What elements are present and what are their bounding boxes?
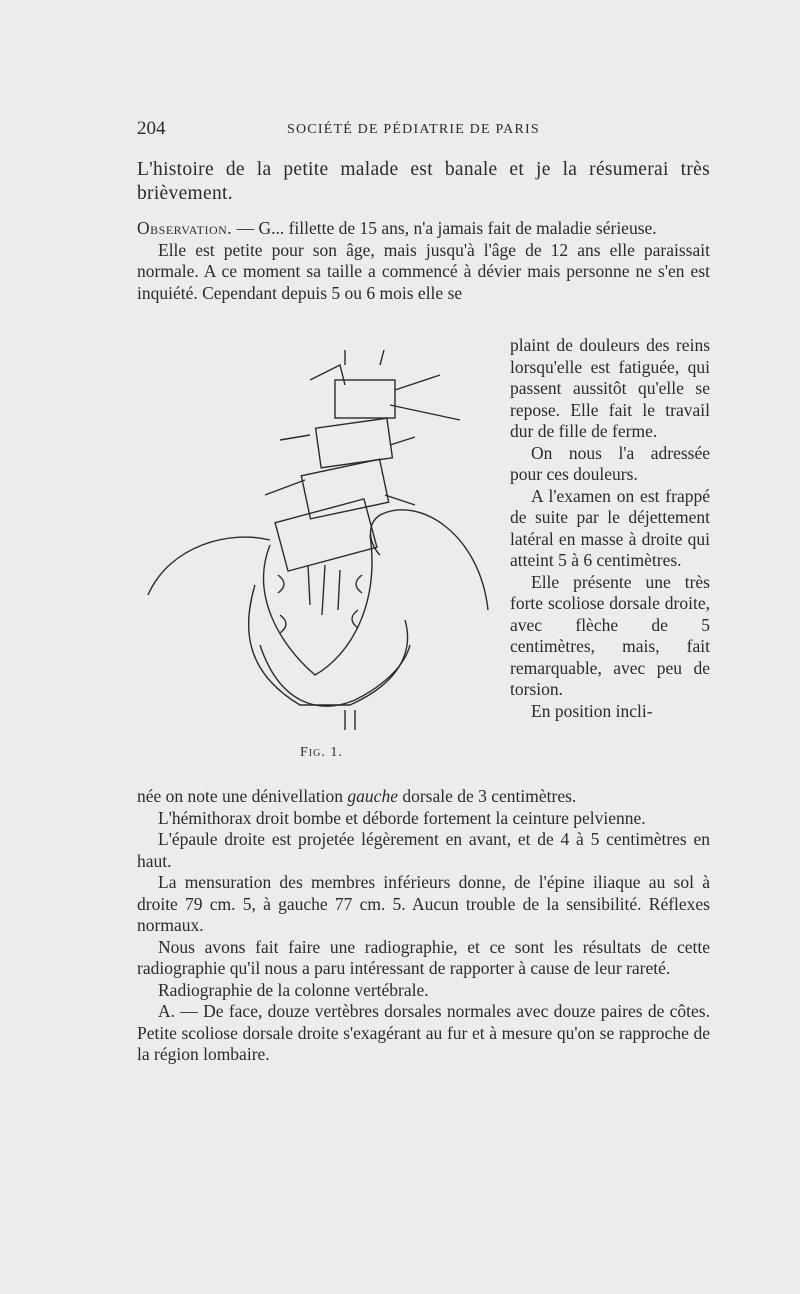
- observation-heading: Observation.: [137, 218, 233, 238]
- paragraph-9: Nous avons fait faire une radiographie, et ce sont les résultats de cette radiographie qu'il nous a paru intéressant de rapporter à cause de leur rareté.: [137, 936, 710, 978]
- observation-block: [137, 218, 710, 304]
- page-number: 204: [137, 118, 166, 139]
- paragraph-5-continuation: née on note une dénivellation: [137, 786, 348, 806]
- paragraph-6: L'hémithorax droit bombe et déborde fortement la ceinture pelvienne.: [158, 807, 646, 828]
- bottom-text: [137, 786, 710, 1066]
- observation-paragraph: Elle est petite pour son âge, mais jusqu'à l'âge de 12 ans elle paraissait normale. A ce moment sa taille a commencé à dévier mais personne ne s'en est inquiété. Cependant depuis 5 ou 6 mois elle se: [137, 239, 710, 303]
- figure-caption: Fig. 1.: [300, 745, 343, 760]
- right-column-text: [510, 335, 710, 722]
- paragraph-8: La mensuration des membres inférieurs donne, de l'épine iliaque au sol à droite 79 cm. 5, à gauche 77 cm. 5. Aucun trouble de la sensibilité. Réflexes normaux.: [137, 872, 710, 935]
- observation-line: — G... fillette de 15 ans, n'a jamais fait de maladie sérieuse.: [232, 218, 657, 238]
- paragraph-5-end: dorsale de 3 centimètres.: [397, 786, 577, 806]
- column-paragraph-4: Elle présente une très forte scoliose dorsale droite, avec flèche de 5 centimètres, mais, fait remarquable, avec peu de torsion.: [510, 571, 710, 699]
- column-paragraph-2: On nous l'a adressée pour ces douleurs.: [510, 442, 710, 484]
- paragraph-11: A. — De face, douze vertèbres dorsales normales avec douze paires de côtes. Petite scoliose dorsale droite s'exagérant au fur et à mesure qu'on se rapproche de la région lombaire.: [137, 1001, 710, 1064]
- paragraph-10: Radiographie de la colonne vertébrale.: [158, 979, 429, 1000]
- paragraph-7: L'épaule droite est projetée légèrement en avant, et de 4 à 5 centimètres en haut.: [137, 829, 710, 871]
- column-paragraph-1: plaint de douleurs des reins lorsqu'elle est fatiguée, qui passent aussitôt qu'elle se repose. Elle fait le travail dur de fille de ferme.: [510, 335, 710, 441]
- spine-pelvis-figure: [140, 345, 505, 765]
- intro-paragraph: L'histoire de la petite malade est banale et je la résumerai très brièvement.: [137, 159, 710, 204]
- running-head: SOCIÉTÉ DE PÉDIATRIE DE PARIS: [287, 122, 540, 137]
- column-paragraph-5-start: En position incli-: [531, 700, 653, 721]
- italic-word: gauche: [347, 786, 398, 806]
- column-paragraph-3: A l'examen on est frappé de suite par le déjettement latéral en masse à droite qui atteint 5 à 6 centimètres.: [510, 485, 710, 570]
- page-header: [137, 118, 710, 142]
